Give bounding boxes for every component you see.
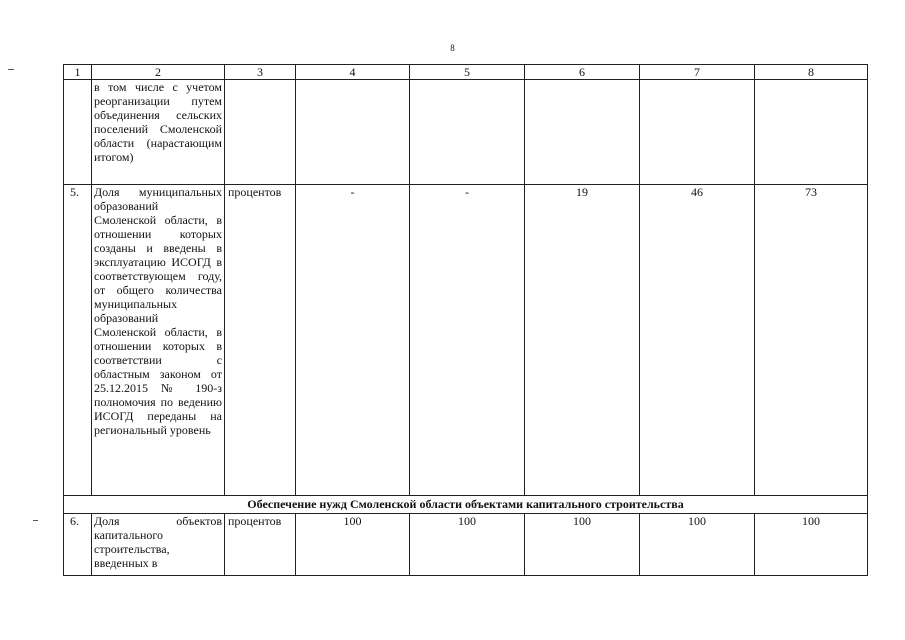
indicator-name: Доля муниципальных образований Смоленской области, в отношении которых созданы и введены в эксплуатацию ИСОГД в соответствующем году, от общего количества муниципальных образований Смоленской области, в отношении которых в соответствии с областным законом от 25.12.2015 № 190-з полномочия по ведению ИСОГД переданы на региональный уровень: [92, 185, 225, 496]
header-cell: 5: [410, 65, 525, 80]
header-cell: 4: [296, 65, 410, 80]
header-cell: 7: [640, 65, 755, 80]
value-cell: [640, 80, 755, 185]
page-number: 8: [450, 43, 455, 53]
value-cell: 46: [640, 185, 755, 496]
header-row: [64, 65, 868, 80]
margin-mark: [33, 520, 38, 521]
row-number: [64, 80, 92, 185]
value-cell: [755, 80, 868, 185]
header-cell: 2: [92, 65, 225, 80]
section-title: Обеспечение нужд Смоленской области объектами капитального строительства: [64, 496, 868, 514]
header-cell: 8: [755, 65, 868, 80]
value-cell: [525, 80, 640, 185]
value-cell: [296, 80, 410, 185]
value-cell: -: [296, 185, 410, 496]
margin-mark: [8, 69, 14, 70]
value-cell: 19: [525, 185, 640, 496]
value-cell: 100: [410, 514, 525, 576]
value-cell: 73: [755, 185, 868, 496]
header-cell: 6: [525, 65, 640, 80]
table-row: [64, 80, 868, 185]
row-number: 5.: [64, 185, 92, 496]
indicator-name: в том числе с учетом реорганизации путем объединения сельских поселений Смоленской области (нарастающим итогом): [92, 80, 225, 185]
value-cell: 100: [525, 514, 640, 576]
table-row: [64, 514, 868, 576]
unit-cell: процентов: [225, 514, 296, 576]
header-cell: 1: [64, 65, 92, 80]
indicators-table: [63, 64, 868, 576]
value-cell: 100: [296, 514, 410, 576]
value-cell: 100: [755, 514, 868, 576]
unit-cell: процентов: [225, 185, 296, 496]
unit-cell: [225, 80, 296, 185]
value-cell: [410, 80, 525, 185]
header-cell: 3: [225, 65, 296, 80]
value-cell: 100: [640, 514, 755, 576]
value-cell: -: [410, 185, 525, 496]
table-row: [64, 185, 868, 496]
indicator-name: Доля объектов капитального строительства, введенных в: [92, 514, 225, 576]
section-row: [64, 496, 868, 514]
row-number: 6.: [64, 514, 92, 576]
